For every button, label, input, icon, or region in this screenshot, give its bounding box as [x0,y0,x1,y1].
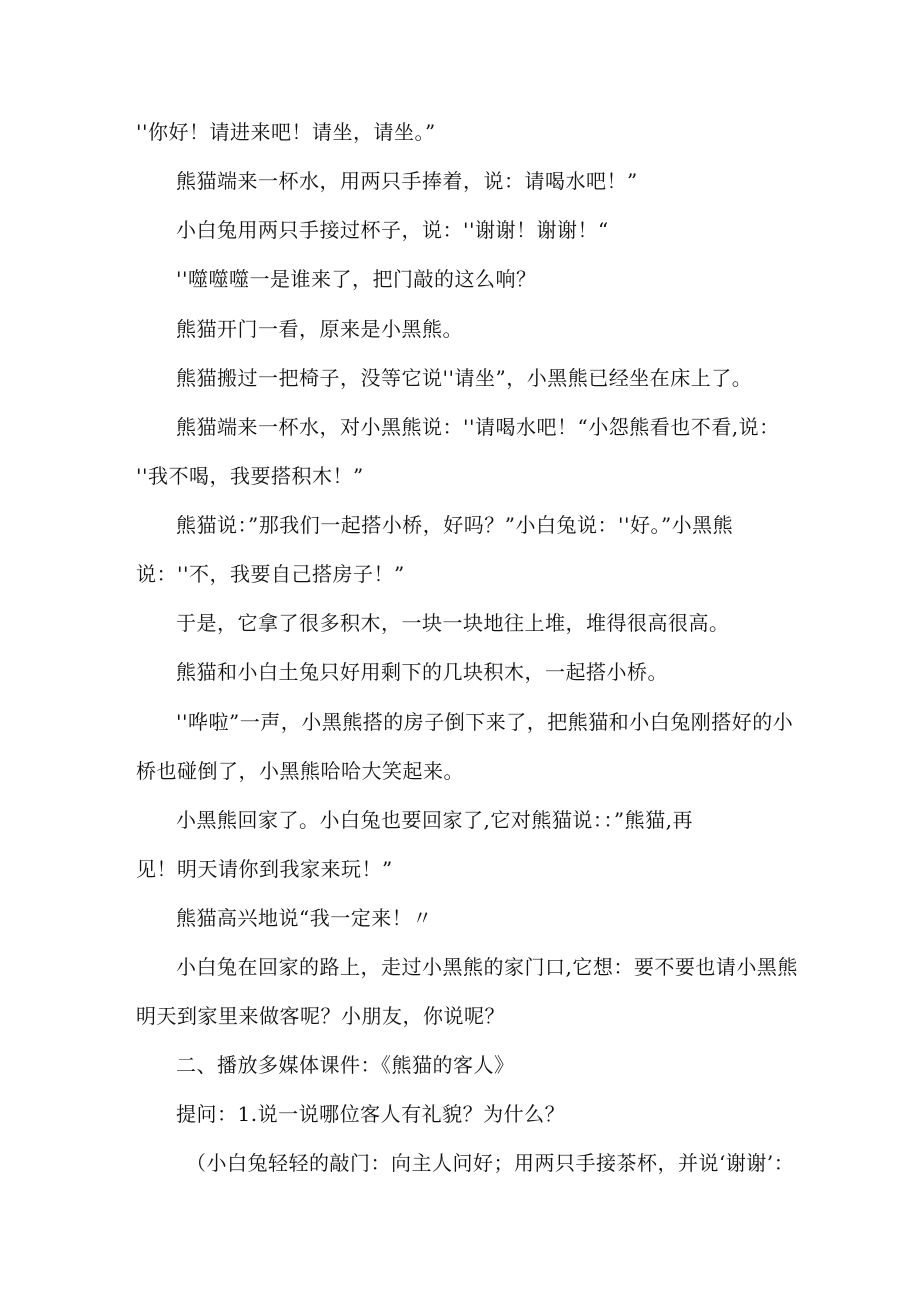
text-line: 熊猫和小白土兔只好用剩下的几块积木，一起搭小桥。 [176,660,668,684]
text-line: 小黑熊回家了。小白兔也要回家了,它对熊猫说：：”熊猫,再 [176,808,693,832]
text-line: 说：''不，我要自己搭房子！” [136,562,405,586]
text-line: ''噬噬噬一是谁来了，把门敲的这么响？ [176,267,537,291]
text-line: 见！明天请你到我家来玩！” [136,857,393,881]
text-line: 熊猫开门一看，原来是小黑熊。 [176,317,463,341]
section-heading: 二、播放多媒体课件：《熊猫的客人》 [176,1053,515,1077]
text-line: 熊猫搬过一把椅子，没等它说''请坐”，小黑熊已经坐在床上了。 [176,366,753,390]
answer-line: （小白兔轻轻的敲门：向主人问好；用两只手接茶杯，并说‘谢谢’： [186,1151,795,1175]
text-line: ''我不喝，我要搭积木！” [136,464,364,488]
text-line: 小白兔在回家的路上，走过小黑熊的家门口,它想：要不要也请小黑熊 [176,955,798,979]
text-line: 熊猫高兴地说“我一定来！〃 [176,906,433,930]
text-line: 桥也碰倒了，小黑熊哈哈大笑起来。 [136,759,464,783]
question-line: 提问：1.说一说哪位客人有礼貌？为什么？ [176,1102,566,1126]
text-line: 熊猫端来一杯水，用两只手捧着，说：请喝水吧！” [176,169,638,193]
text-line: ''你好！请进来吧！请坐，请坐。” [136,120,436,144]
text-line: 熊猫说：”那我们一起搭小桥，好吗？”小白兔说：''好。”小黑熊 [176,513,734,537]
text-line: 明天到家里来做客呢？小朋友，你说呢？ [136,1004,505,1028]
text-line: 熊猫端来一杯水，对小黑熊说：''请喝水吧！“小怨熊看也不看,说： [176,415,780,439]
text-line: 于是，它拿了很多积木，一块一块地往上堆，堆得很高很高。 [176,611,730,635]
text-line: 小白兔用两只手接过杯子，说：''谢谢！谢谢！“ [176,218,609,242]
text-line: ''哗啦”一声，小黑熊搭的房子倒下来了，把熊猫和小白兔刚搭好的小 [176,710,794,734]
